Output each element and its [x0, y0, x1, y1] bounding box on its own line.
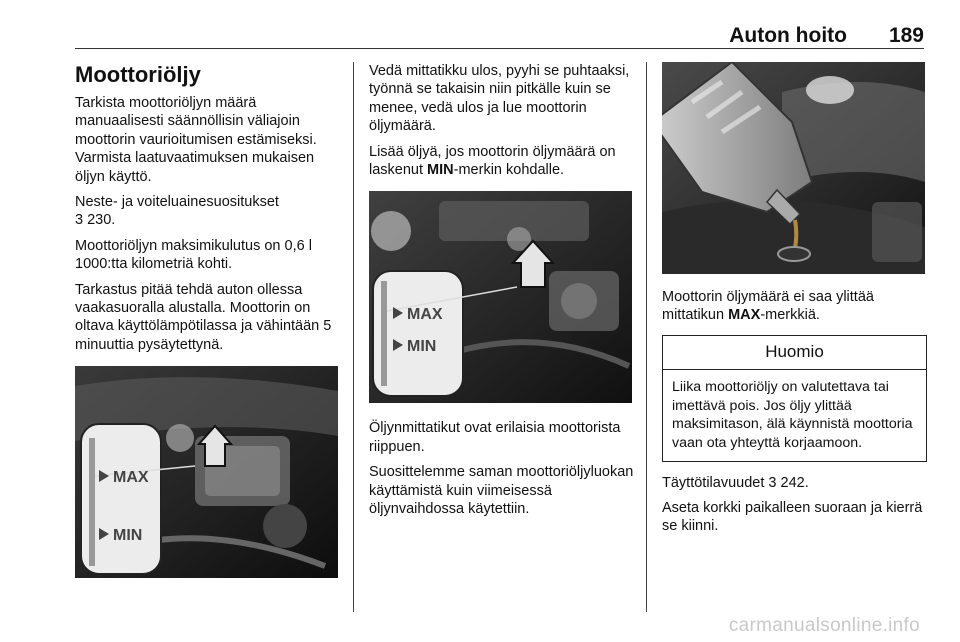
min-label: MIN: [113, 527, 143, 545]
paragraph-max-warning: [662, 288, 927, 325]
add-oil-text-before: Lisää öljyä, jos moottorin öljymäärä on laskenut: [369, 143, 616, 179]
max-label: MAX: [407, 306, 443, 324]
recommendations-text: Neste- ja voiteluainesuositukset: [75, 194, 279, 211]
min-label: MIN: [407, 338, 437, 356]
oil-filling-image: [662, 62, 925, 274]
min-mark-text: MIN: [427, 162, 454, 179]
page-reference-link[interactable]: 3 230.: [75, 212, 116, 229]
header-title: Auton hoito: [729, 24, 847, 47]
watermark: carmanualsonline.info: [728, 615, 920, 636]
paragraph-check-conditions: Tarkastus pitää tehdä auton ollessa vaakasuoralla alustalla. Moottorin on oltava käyttölämpötilassa ja vähintään 5 minuuttia pysäytettynä.: [75, 281, 332, 353]
column-2: [369, 62, 634, 525]
paragraph-recommendations: [75, 193, 343, 230]
column-divider-2: [646, 62, 647, 612]
notice-title: Huomio: [663, 336, 926, 370]
engine-dipstick-image-1: [75, 366, 338, 578]
paragraph-oil-class: Suosittelemme saman moottoriöljyluokan käyttämistä kuin viimeisessä öljynvaihdossa käytettiin.: [369, 464, 634, 518]
paragraph-dipstick-procedure: Vedä mittatikku ulos, pyyhi se puhtaaksi, työnnä se takaisin niin pitkälle kuin se menee, vedä ulos ja lue moottorin öljymäärä.: [369, 63, 630, 135]
notice-box: [662, 335, 927, 462]
max-label: MAX: [113, 469, 149, 487]
page-reference-link[interactable]: 3 242.: [768, 474, 809, 491]
paragraph-consumption: Moottoriöljyn maksimikulutus on 0,6 l 1000:tta kilometriä kohti.: [75, 237, 312, 273]
notice-body: Liika moottoriöljy on valutettava tai imettävä pois. Jos öljy ylittää maksimitason, älä käynnistä moottoria vaan ota yhteyttä korjaamoon.: [672, 379, 913, 451]
column-1: [75, 62, 343, 578]
section-title: Moottoriöljy: [75, 62, 201, 87]
paragraph-cap: Aseta korkki paikalleen suoraan ja kierrä se kiinni.: [662, 500, 923, 535]
column-3: [662, 62, 927, 543]
max-mark-text: MAX: [728, 307, 761, 324]
header-rule: [75, 48, 924, 49]
paragraph-dipstick-variants: Öljynmittatikut ovat erilaisia moottorista riippuen.: [369, 420, 621, 455]
max-warning-text-after: -merkkiä.: [760, 307, 820, 324]
max-warning-text-before: Moottorin öljymäärä ei saa ylittää mittatikun: [662, 289, 874, 324]
engine-dipstick-image-2: [369, 191, 632, 403]
paragraph-capacities: [662, 474, 927, 492]
paragraph-add-oil: [369, 143, 634, 180]
add-oil-text-after: -merkin kohdalle.: [453, 162, 565, 179]
paragraph-intro: Tarkista moottoriöljyn määrä manuaalisesti säännöllisin väliajoin moottorin vaurioitumisen estämiseksi. Varmista laatuvaatimuksen mukaisen öljyn käyttö.: [75, 95, 317, 185]
capacities-text: Täyttötilavuudet: [662, 474, 765, 491]
column-divider-1: [353, 62, 354, 612]
page-number: 189: [888, 24, 924, 47]
